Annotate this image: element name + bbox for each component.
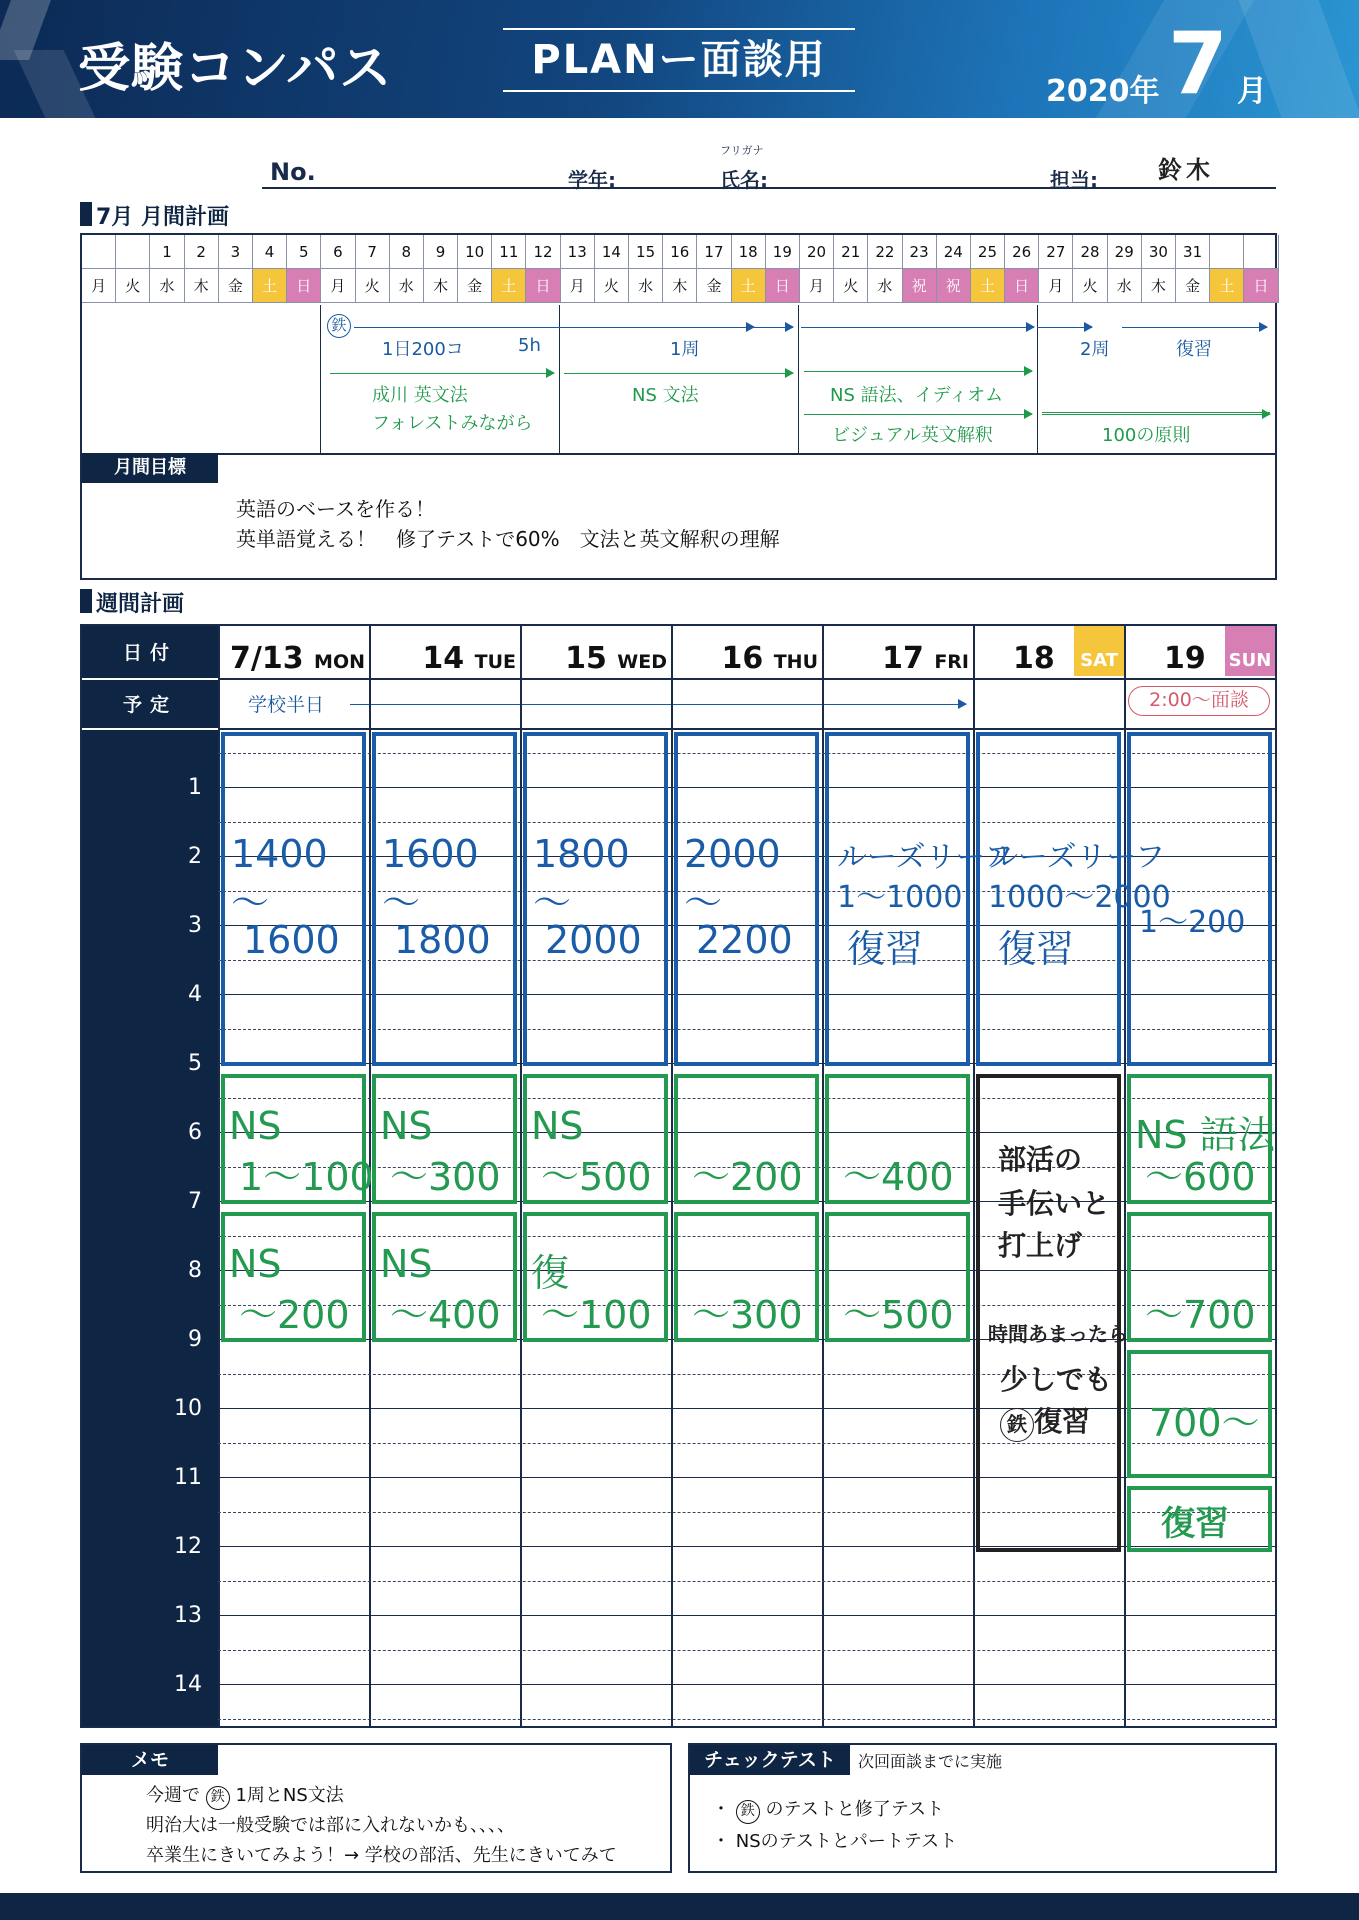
calendar-weekday-cell: 土 [253,269,287,303]
calendar-weekday-cell: 日 [1244,269,1278,303]
plan-grammar-text: フォレストみながら [372,413,533,434]
calendar-weekday-cell: 土 [1210,269,1244,303]
week-separator [320,305,321,455]
calendar-weekday-cell: 水 [150,269,184,303]
calendar-date-cell: 31 [1176,235,1210,269]
study-block-text: NS [531,1104,584,1148]
study-block-text: 復習 [998,927,1075,971]
study-block-text: 〜 [382,881,421,925]
plan-arrow [804,414,1032,415]
calendar-weekday-cell: 水 [868,269,902,303]
calendar-date-cell: 27 [1039,235,1073,269]
calendar-weekday-cell: 金 [1176,269,1210,303]
day-column-line [671,626,673,1726]
hour-label: 4 [188,982,202,1007]
plan-arrow [801,327,1034,328]
check-item: ・ NSのテストとパートテスト [712,1831,958,1852]
plan-arrow [1122,327,1267,328]
calendar-weekday-cell: 木 [663,269,697,303]
day-tag-sat: SAT [1074,626,1124,676]
study-block-text: 〜600 [1145,1155,1256,1199]
calendar-date-cell: 22 [868,235,902,269]
calendar-weekday-cell: 日 [287,269,321,303]
hour-label: 2 [188,844,202,869]
calendar-date-cell: 8 [390,235,424,269]
calendar-date-cell: 16 [663,235,697,269]
day-column-line [520,626,522,1726]
plan-grammar-text: 成川 英文法 [372,385,468,406]
monthly-goal-line: 英語のベースを作る！ [236,497,435,521]
check-test-box [688,1743,1277,1873]
study-block-text: 復習 [847,927,924,971]
saturday-note-text: 少しでも [1000,1363,1113,1396]
calendar-date-cell [1210,235,1244,269]
memo-line: 今週で 鉄 1周とNS文法 [146,1781,344,1810]
half-hour-line [218,1719,1275,1720]
row-line [218,728,1275,730]
calendar-weekday-cell: 火 [1073,269,1107,303]
study-block-text: 1〜1000 [837,880,963,915]
study-block-text: 1600 [243,918,340,962]
plan-arrow [804,371,1032,372]
calendar-weekday-cell: 水 [629,269,663,303]
study-block-text: 復習 [1161,1504,1229,1544]
study-block-text: 〜 [684,881,723,925]
tetsu-mark: 鉄 [327,314,351,338]
day-number: 16 THU [721,641,818,676]
day-header-thu [671,626,822,678]
calendar-weekday-row [82,269,1279,303]
calendar-date-cell: 9 [424,235,458,269]
calendar-weekday-cell: 火 [834,269,868,303]
study-block-text: 〜400 [390,1293,501,1337]
hour-label: 12 [174,1534,202,1559]
calendar-weekday-cell: 火 [356,269,390,303]
hour-label: 8 [188,1258,202,1283]
calendar-weekday-cell: 土 [971,269,1005,303]
calendar-weekday-cell: 金 [219,269,253,303]
study-block-text: 〜500 [541,1155,652,1199]
calendar-weekday-cell: 月 [82,269,116,303]
saturday-note-text: 打上げ [998,1229,1083,1262]
saturday-note-text: 鉄 復習 [1000,1400,1090,1442]
day-column-line [973,626,975,1726]
monthly-plan-box [80,233,1277,580]
plan-daily-count: 1日200コ [382,339,464,360]
calendar-date-cell [1244,235,1278,269]
calendar-weekday-cell: 木 [424,269,458,303]
day-column-line [822,626,824,1726]
calendar-weekday-cell: 木 [1142,269,1176,303]
calendar-weekday-cell: 木 [185,269,219,303]
hour-label: 5 [188,1051,202,1076]
calendar-weekday-cell: 土 [492,269,526,303]
tantou-value: 鈴木 [1158,156,1214,184]
calendar-date-cell: 20 [800,235,834,269]
study-block-text: NS [380,1242,433,1286]
year-label: 2020年 [1046,74,1160,109]
calendar-date-cell: 10 [458,235,492,269]
furigana-label: フリガナ [720,144,764,157]
study-block-text: 〜200 [692,1155,803,1199]
study-block-text: 1〜100 [239,1155,374,1199]
study-block-text: 1400 [231,832,328,876]
calendar-date-cell: 24 [937,235,971,269]
calendar-date-cell: 23 [903,235,937,269]
grade-label: 学年: [568,168,616,192]
study-block-text: 〜400 [843,1155,954,1199]
day-number: 15 WED [565,641,667,676]
weekly-plan-box [80,624,1277,1728]
day-column-line [1124,626,1126,1726]
plan-arrow [354,327,754,328]
day-header-fri [822,626,973,678]
row-line [218,678,1275,680]
study-block-text: 〜 [231,881,270,925]
day-header-tue [369,626,520,678]
plan-arrow [1037,327,1092,328]
calendar-weekday-cell: 日 [526,269,560,303]
day-number: 17 FRI [882,641,969,676]
calendar-date-cell: 19 [766,235,800,269]
calendar-weekday-cell: 日 [766,269,800,303]
footer-bar [0,1893,1359,1920]
calendar-weekday-cell: 祝 [903,269,937,303]
study-block-text: 2000 [684,832,781,876]
month-suffix: 月 [1237,74,1267,109]
tantou-label: 担当: [1050,168,1098,192]
calendar-date-row [82,235,1279,269]
sidebar-separator [82,728,218,730]
calendar-date-cell: 6 [321,235,355,269]
sidebar-separator [82,678,218,680]
day-header-sat [973,626,1124,678]
study-block-text: 復 [531,1251,570,1295]
calendar-weekday-cell: 月 [1039,269,1073,303]
calendar-date-cell: 12 [526,235,560,269]
study-block-text: 1600 [382,832,479,876]
study-block-text: ルーズリーフ [837,840,1014,875]
plan-second-round: 2周 [1080,339,1110,360]
hour-label: 9 [188,1327,202,1352]
date-row-label: 日付 [122,642,177,664]
calendar-weekday-cell: 土 [732,269,766,303]
calendar-date-cell: 13 [561,235,595,269]
study-block-text: 〜500 [843,1293,954,1337]
study-block-text: 〜 [533,881,572,925]
name-label: 氏名: [720,168,768,192]
study-block-text: 〜200 [239,1293,350,1337]
calendar-date-cell: 26 [1005,235,1039,269]
day-header-sun [1124,626,1275,678]
study-block-text: 700〜 [1149,1401,1260,1445]
study-block-text: 1〜200 [1139,905,1246,940]
half-hour-line [218,1650,1275,1651]
calendar-weekday-cell: 日 [1005,269,1039,303]
hour-label: 7 [188,1189,202,1214]
day-number: 7/13 MON [229,641,365,676]
calendar-weekday-cell: 火 [595,269,629,303]
study-block-text: 1000〜2000 [988,880,1171,915]
day-number: 18 [1013,641,1055,676]
info-underline [262,187,1276,189]
monthly-goal-line: 英単語覚える！ 修了テストで60% 文法と英文解釈の理解 [236,527,780,551]
calendar-date-cell: 21 [834,235,868,269]
study-block-text: 〜300 [390,1155,501,1199]
hour-label: 13 [174,1603,202,1628]
monthly-goal-label: 月間目標 [82,453,218,483]
calendar-weekday-cell: 祝 [937,269,971,303]
hour-label: 3 [188,913,202,938]
calendar-date-cell: 15 [629,235,663,269]
calendar-weekday-cell: 月 [561,269,595,303]
calendar-weekday-cell: 金 [458,269,492,303]
weekly-section-title: 週間計画 [80,587,184,618]
hour-line [218,1684,1275,1685]
calendar-date-cell: 7 [356,235,390,269]
plan-grammar-text: 100の原則 [1102,425,1191,446]
study-block-text: NS [229,1242,282,1286]
plan-grammar-text: ビジュアル英文解釈 [832,425,993,446]
plan-arrow [564,373,793,374]
day-header-wed [520,626,671,678]
day-tag-sun: SUN [1225,626,1275,676]
calendar-date-cell: 30 [1142,235,1176,269]
schedule-row-label: 予定 [122,694,177,716]
check-item: ・ 鉄 のテストと修了テスト [712,1795,944,1824]
plan-grammar-text: NS 語法、イディオム [830,385,1004,406]
study-block-text: 2200 [696,918,793,962]
day-number: 14 TUE [422,641,516,676]
day-column-line [218,626,220,1726]
schedule-mendan: 2:00〜面談 [1128,686,1270,716]
study-block-text: 〜100 [541,1293,652,1337]
hour-label: 10 [174,1396,202,1421]
hour-label: 1 [188,775,202,800]
monthly-section-title: 7月 月間計画 [80,200,229,231]
memo-line: 明治大は一般受験では部に入れないかも、、、、 [146,1815,515,1836]
calendar-date-cell: 29 [1108,235,1142,269]
plan-review: 復習 [1176,339,1212,360]
calendar-date-cell: 4 [253,235,287,269]
memo-label: メモ [82,1745,218,1775]
calendar-date-cell [116,235,150,269]
plan-grammar-text: NS 文法 [632,385,699,406]
student-no-label: No. [270,158,316,186]
study-block-text: NS 語法 [1135,1113,1276,1157]
study-block-text: NS [380,1104,433,1148]
calendar-weekday-cell: 月 [321,269,355,303]
calendar-date-cell: 14 [595,235,629,269]
plan-hours: 5h [518,335,541,356]
schedule-school: 学校半日 [248,694,325,716]
calendar-date-cell: 17 [697,235,731,269]
study-block-text: 1800 [533,832,630,876]
hour-label: 6 [188,1120,202,1145]
calendar-date-cell: 2 [185,235,219,269]
plan-first-round: 1周 [670,339,700,360]
calendar-date-cell: 11 [492,235,526,269]
check-test-label: チェックテスト [690,1745,850,1775]
plan-arrow [728,327,793,328]
week-separator [798,305,799,455]
hour-label: 11 [174,1465,202,1490]
calendar-weekday-cell: 水 [1108,269,1142,303]
plan-title: PLANー面談用 [503,28,855,92]
calendar-weekday-cell: 金 [697,269,731,303]
study-block-text: 2000 [545,918,642,962]
study-block-text: 1800 [394,918,491,962]
calendar-weekday-cell: 火 [116,269,150,303]
calendar-date-cell: 18 [732,235,766,269]
monthly-plan-area [82,305,1275,455]
schedule-arrow [350,704,966,705]
calendar-date-cell: 1 [150,235,184,269]
calendar-date-cell: 25 [971,235,1005,269]
saturday-note-text: 手伝いと [998,1187,1111,1220]
study-block-text: 〜300 [692,1293,803,1337]
study-block-text: ルーズリーフ [988,840,1165,875]
calendar-weekday-cell: 月 [800,269,834,303]
plan-arrow [330,373,554,374]
day-number: 19 [1164,641,1206,676]
calendar-date-cell [82,235,116,269]
hour-line [218,1615,1275,1616]
calendar-weekday-cell: 水 [390,269,424,303]
month-number: 7 [1168,14,1228,114]
study-block-text: NS [229,1104,282,1148]
calendar-date-cell: 5 [287,235,321,269]
saturday-note-text: 部活の [998,1143,1083,1176]
memo-line: 卒業生にきいてみよう！→ 学校の部活、先生にきいてみて [146,1845,617,1866]
calendar-date-cell: 3 [219,235,253,269]
hour-label: 14 [174,1672,202,1697]
half-hour-line [218,1581,1275,1582]
calendar-date-cell: 28 [1073,235,1107,269]
brand-logo: 受験コンパス [78,39,393,99]
saturday-note-text: 時間あまったら [988,1322,1128,1346]
goal-divider [82,453,1275,455]
day-header-mon [218,626,369,678]
memo-box [80,1743,672,1873]
plan-arrow [1042,412,1270,415]
study-block-text: 〜700 [1145,1293,1256,1337]
check-test-sub: 次回面談までに実施 [858,1752,1003,1771]
